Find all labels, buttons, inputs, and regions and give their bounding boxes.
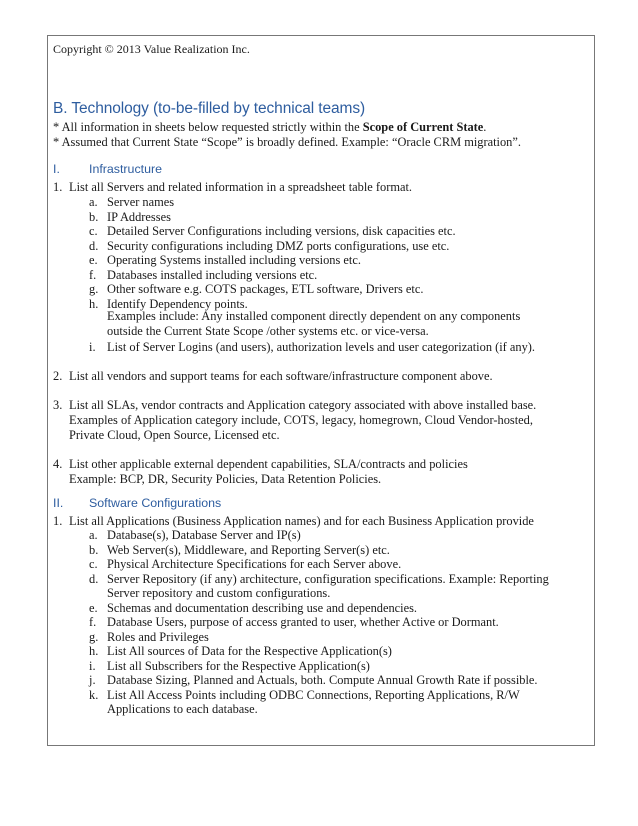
item-text: List other applicable external dependent capabilities, SLA/contracts and policies <box>69 457 468 471</box>
sub-item-label: b. <box>89 209 99 224</box>
sub-item-label: k. <box>89 687 99 702</box>
sub-item-label: g. <box>89 629 99 644</box>
sub-item-text: Roles and Privileges <box>107 629 209 644</box>
item-text: List all vendors and support teams for each software/infrastructure component above. <box>69 369 493 383</box>
item-number: 3. <box>53 398 63 412</box>
item-text: List all SLAs, vendor contracts and Application category associated with above installed base. <box>69 398 537 412</box>
sub-item-text: Physical Architecture Specifications for each Server above. <box>107 557 402 571</box>
assumption-note: * Assumed that Current State “Scope” is broadly defined. Example: “Oracle CRM migration”. <box>53 135 521 149</box>
sub-item-text: Operating Systems installed including versions etc. <box>107 253 361 267</box>
item-h-continuation: Examples include: Any installed component directly dependent on any components <box>107 309 521 323</box>
sub-item-label: h. <box>89 296 99 311</box>
sub-item-label: b. <box>89 542 99 557</box>
sub-item-label: c. <box>89 557 98 571</box>
copyright-text: Copyright © 2013 Value Realization Inc. <box>53 42 250 56</box>
item-text: Examples of Application category include, COTS, legacy, homegrown, Cloud Vendor-hosted, <box>69 413 533 427</box>
sub-item-text: Server names <box>107 195 175 209</box>
sub-item-label: j. <box>89 673 96 687</box>
scope-note-pre: * All information in sheets below requested strictly within the <box>53 120 363 134</box>
item-text: List all Servers and related information in a spreadsheet table format. <box>69 180 413 194</box>
scope-note <box>53 120 486 134</box>
sub-item-text: IP Addresses <box>107 209 171 224</box>
sub-item-text: Web Server(s), Middleware, and Reporting Server(s) etc. <box>107 542 390 557</box>
sub-item-label: a. <box>89 528 98 542</box>
item-h-continuation: outside the Current State Scope /other systems etc. or vice-versa. <box>107 324 429 338</box>
sub-item-label: a. <box>89 195 98 209</box>
item-number: 4. <box>53 457 63 471</box>
sub-item-label: i. <box>89 658 96 673</box>
item-number: 1. <box>53 514 63 528</box>
item-number: 2. <box>53 369 63 383</box>
sub-item-text: Server Repository (if any) architecture, configuration specifications. Example: Reporting <box>107 571 549 586</box>
sub-item-label: c. <box>89 224 98 238</box>
scope-note-post: . <box>483 120 487 134</box>
sub-item-text: Applications to each database. <box>107 702 258 716</box>
section1-number: I. <box>53 162 60 176</box>
sub-item-label: f. <box>89 615 97 629</box>
section2-title: Software Configurations <box>89 496 222 510</box>
sub-item-label: i. <box>89 340 96 354</box>
section-heading: B. Technology (to-be-filled by technical teams) <box>53 100 366 117</box>
sub-item-label: d. <box>89 571 99 586</box>
sub-item-text: Security configurations including DMZ ports configurations, use etc. <box>107 238 450 253</box>
sub-item-text: List of Server Logins (and users), authorization levels and user categorization (if any). <box>107 340 536 354</box>
scope-note-bold: Scope of Current State <box>362 120 484 134</box>
sub-item-text: Identify Dependency points. <box>107 296 248 311</box>
sub-item-text: Database Users, purpose of access granted to user, whether Active or Dormant. <box>107 615 499 629</box>
item-text: Example: BCP, DR, Security Policies, Data Retention Policies. <box>69 472 382 486</box>
sub-item-text: Schemas and documentation describing use and dependencies. <box>107 600 418 615</box>
section2-number: II. <box>53 496 64 510</box>
sub-item-text: List All Access Points including ODBC Connections, Reporting Applications, R/W <box>107 687 520 702</box>
sub-item-text: Databases installed including versions etc. <box>107 267 318 282</box>
sub-item-label: d. <box>89 238 99 253</box>
sub-item-text: List All sources of Data for the Respective Application(s) <box>107 644 392 658</box>
sub-item-text: Detailed Server Configurations including versions, disk capacities etc. <box>107 224 456 238</box>
item-number: 1. <box>53 180 63 194</box>
sub-item-label: h. <box>89 644 99 658</box>
sub-item-label: e. <box>89 253 98 267</box>
sub-item-text: Database Sizing, Planned and Actuals, both. Compute Annual Growth Rate if possible. <box>107 673 538 687</box>
sub-item-label: e. <box>89 600 98 615</box>
item-text: List all Applications (Business Application names) and for each Business Application provide <box>69 514 534 528</box>
item-text: Private Cloud, Open Source, Licensed etc. <box>69 428 280 442</box>
sub-item-label: g. <box>89 282 99 296</box>
sub-item-label: f. <box>89 267 97 282</box>
sub-item-text: Other software e.g. COTS packages, ETL software, Drivers etc. <box>107 282 424 296</box>
section1-title: Infrastructure <box>89 162 162 176</box>
sub-item-text: List all Subscribers for the Respective Application(s) <box>107 658 370 673</box>
sub-item-text: Server repository and custom configurations. <box>107 586 331 600</box>
sub-item-text: Database(s), Database Server and IP(s) <box>107 528 301 542</box>
